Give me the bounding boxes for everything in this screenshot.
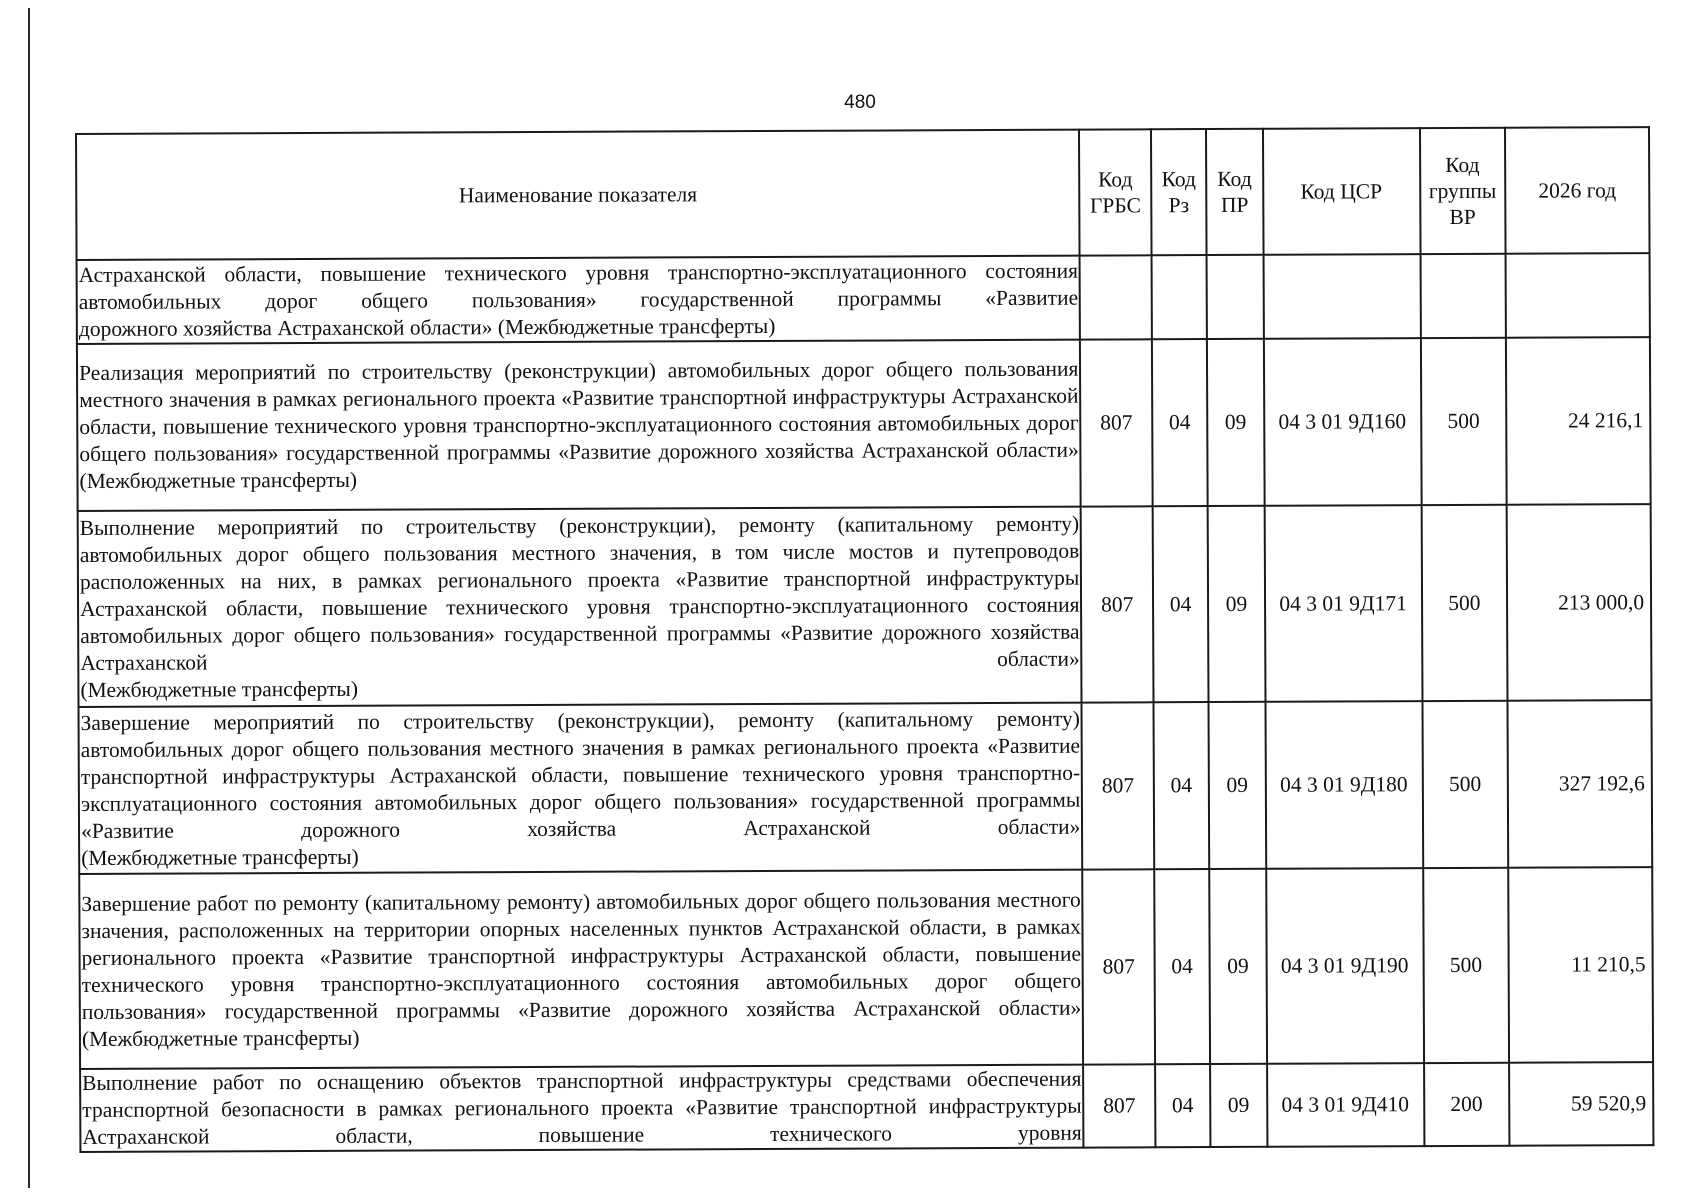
table-row [77,337,1651,511]
pr-cell [1207,255,1264,339]
csr-cell [1263,254,1420,339]
csr-cell: 04 3 01 9Д410 [1267,1063,1424,1147]
rz-cell: 04 [1152,506,1208,702]
header-grbs: Код ГРБС [1079,129,1151,255]
row-name-cell: Выполнение мероприятий по строительству (реконструкции), ремонту (капитальному ремонту) автомобильных дорог общего пользования местного значения, в том числе мостов и путепроводов расположенных на них, в рамках регионального проекта «Развитие транспортной инфраструктуры Астраханской области, повышение технического уровня транспортно-эксплуатационного состояния автомобильных дорог общего пользования» государственной программы «Развитие дорожного хозяйства Астраханской области» (Межбюджетные трансферты) [78,507,1082,707]
grbs-cell: 807 [1080,339,1152,506]
table-row [79,867,1653,1069]
rz-cell: 04 [1152,339,1208,506]
rz-cell: 04 [1153,702,1209,869]
table-row [79,700,1653,874]
budget-table [75,126,1654,1153]
table-row [78,504,1652,707]
amount-cell: 213 000,0 [1507,504,1652,701]
row-name-cell: Астраханской области, повышение технического уровня транспортно-эксплуатационного состояния автомобильных дорог общего пользования» государственной программы «Развитие дорожного хозяйства Астраханской области» (Межбюджетные трансферты) [77,256,1081,344]
table-row [80,1062,1653,1152]
pr-cell: 09 [1209,869,1266,1064]
amount-cell: 11 210,5 [1508,867,1653,1063]
grbs-cell: 807 [1081,506,1153,702]
amount-cell: 59 520,9 [1509,1062,1653,1146]
header-vr: Код группы ВР [1419,128,1505,254]
grbs-cell: 807 [1082,702,1154,869]
vr-cell: 500 [1422,701,1508,868]
grbs-cell: 807 [1083,869,1155,1064]
row-name-cell: Выполнение работ по оснащению объектов транспортной инфраструктуры средствами обеспечения транспортной безопасности в рамках регионального проекта «Развитие транспортной инфраструктуры Астраханской области, повышение технического уровня [80,1065,1084,1152]
rz-cell: 04 [1155,1064,1211,1147]
vr-cell [1420,254,1506,338]
header-rz: Код Рз [1151,129,1207,255]
csr-cell: 04 3 01 9Д160 [1263,338,1421,506]
amount-cell: 24 216,1 [1506,337,1651,505]
header-name: Наименование показателя [76,130,1080,260]
amount-cell: 327 192,6 [1508,700,1653,868]
row-name-cell: Реализация мероприятий по строительству (реконструкции) автомобильных дорог общего пользования местного значения в рамках регионального проекта «Развитие транспортной инфраструктуры Астраханской области, повышение технического уровня транспортно-эксплуатационного состояния автомобильных дорог общего пользования» государственной программы «Развитие дорожного хозяйства Астраханской области» (Межбюджетные трансферты) [77,340,1081,511]
row-name-cell: Завершение мероприятий по строительству (реконструкции), ремонту (капитальному ремонту) автомобильных дорог общего пользования местного значения в рамках регионального проекта «Развитие транспортной инфраструктуры Астраханской области, повышение технического уровня транспортно-эксплуатационного состояния автомобильных дорог общего пользования» государственной программы «Развитие дорожного хозяйства Астраханской области» (Межбюджетные трансферты) [79,703,1083,874]
pr-cell: 09 [1208,506,1265,702]
grbs-cell [1080,255,1152,339]
vr-cell: 500 [1420,338,1506,505]
pr-cell: 09 [1210,1064,1267,1147]
left-margin-line [28,8,30,1188]
grbs-cell: 807 [1083,1064,1155,1147]
vr-cell: 500 [1421,505,1507,701]
rz-cell: 04 [1154,869,1210,1064]
amount-cell [1506,253,1650,338]
csr-cell: 04 3 01 9Д171 [1264,505,1422,702]
vr-cell: 200 [1424,1063,1510,1146]
table-row [77,253,1650,344]
rz-cell [1151,255,1207,339]
table-header-row [76,127,1650,260]
row-name-cell: Завершение работ по ремонту (капитальному ремонту) автомобильных дорог общего пользования местного значения, расположенных на территории опорных населенных пунктов Астраханской области, в рамках регионального проекта «Развитие транспортной инфраструктуры Астраханской области, повышение технического уровня транспортно-эксплуатационного состояния автомобильных дорог общего пользования» государственной программы «Развитие дорожного хозяйства Астраханской области» (Межбюджетные трансферты) [79,870,1083,1069]
header-pr: Код ПР [1206,129,1263,255]
page-number: 480 [844,92,876,113]
csr-cell: 04 3 01 9Д180 [1265,701,1423,869]
csr-cell: 04 3 01 9Д190 [1266,868,1424,1064]
pr-cell: 09 [1209,702,1266,869]
header-year: 2026 год [1505,127,1650,254]
vr-cell: 500 [1423,868,1509,1063]
header-csr: Код ЦСР [1263,128,1421,255]
pr-cell: 09 [1207,339,1264,506]
